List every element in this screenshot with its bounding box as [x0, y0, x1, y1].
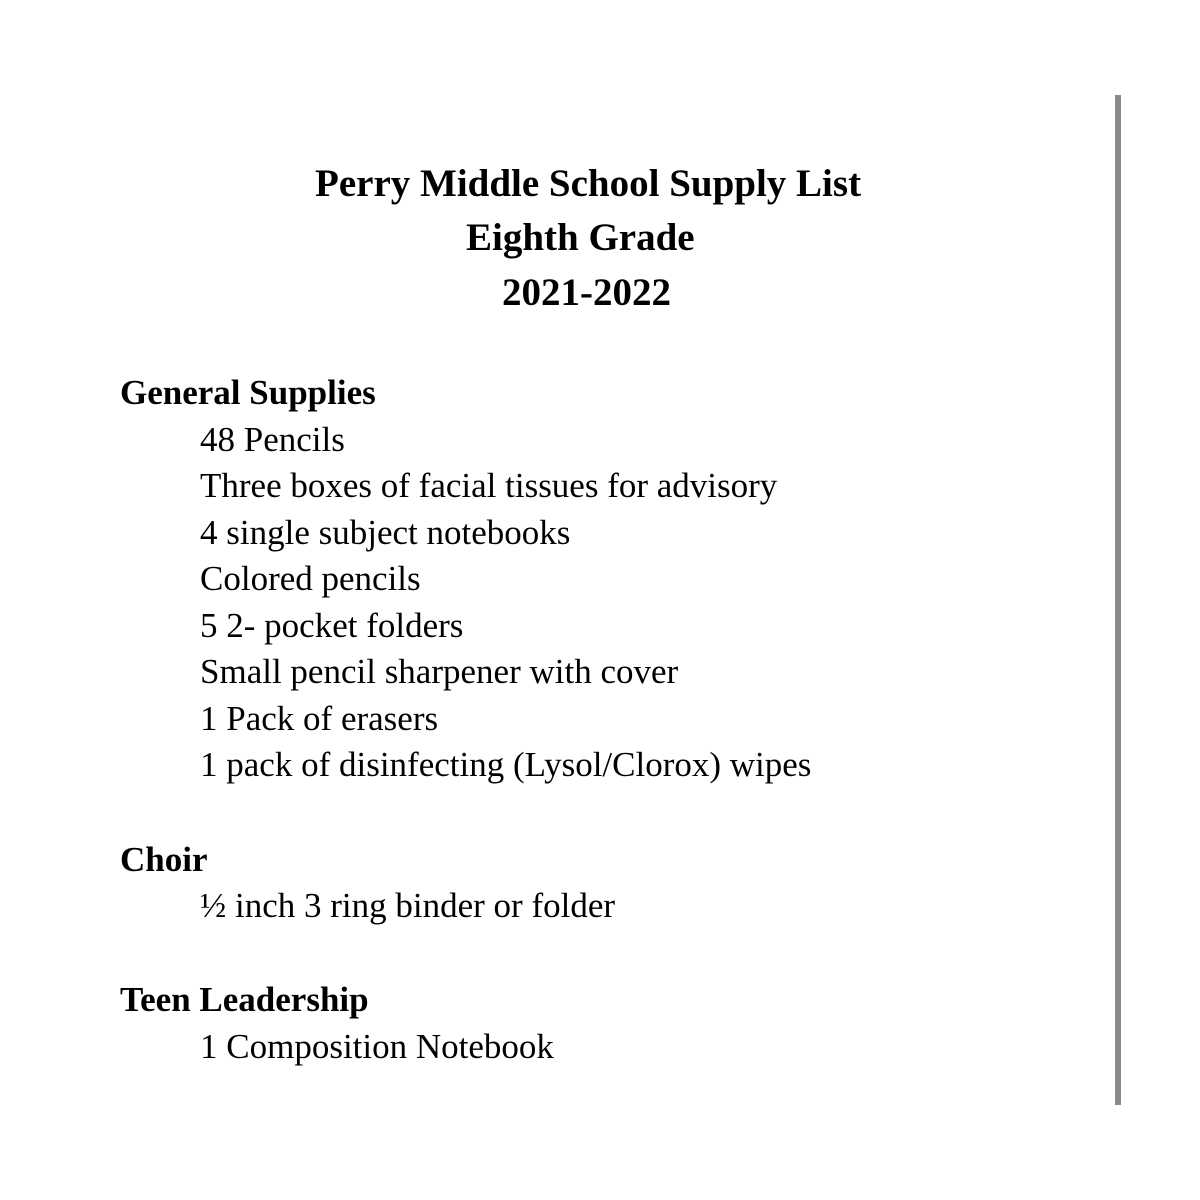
- title-line-year: 2021-2022: [502, 271, 671, 314]
- list-item: 1 Composition Notebook: [200, 1027, 554, 1066]
- list-item: 4 single subject notebooks: [200, 513, 571, 552]
- list-item: Small pencil sharpener with cover: [200, 652, 679, 691]
- list-item: 1 Pack of erasers: [200, 699, 439, 738]
- list-item: ½ inch 3 ring binder or folder: [200, 886, 616, 925]
- list-item: 48 Pencils: [200, 420, 345, 459]
- section-heading-general-supplies: General Supplies: [120, 373, 376, 412]
- section-heading-choir: Choir: [120, 840, 208, 879]
- list-item: 5 2- pocket folders: [200, 606, 464, 645]
- page-edge-divider: [1115, 95, 1121, 1105]
- section-heading-teen-leadership: Teen Leadership: [120, 980, 369, 1019]
- list-item: Three boxes of facial tissues for advisory: [200, 466, 778, 505]
- list-item: 1 pack of disinfecting (Lysol/Clorox) wipes: [200, 745, 812, 784]
- list-item: Colored pencils: [200, 559, 421, 598]
- title-line-grade: Eighth Grade: [466, 216, 695, 259]
- title-line-school: Perry Middle School Supply List: [315, 162, 862, 205]
